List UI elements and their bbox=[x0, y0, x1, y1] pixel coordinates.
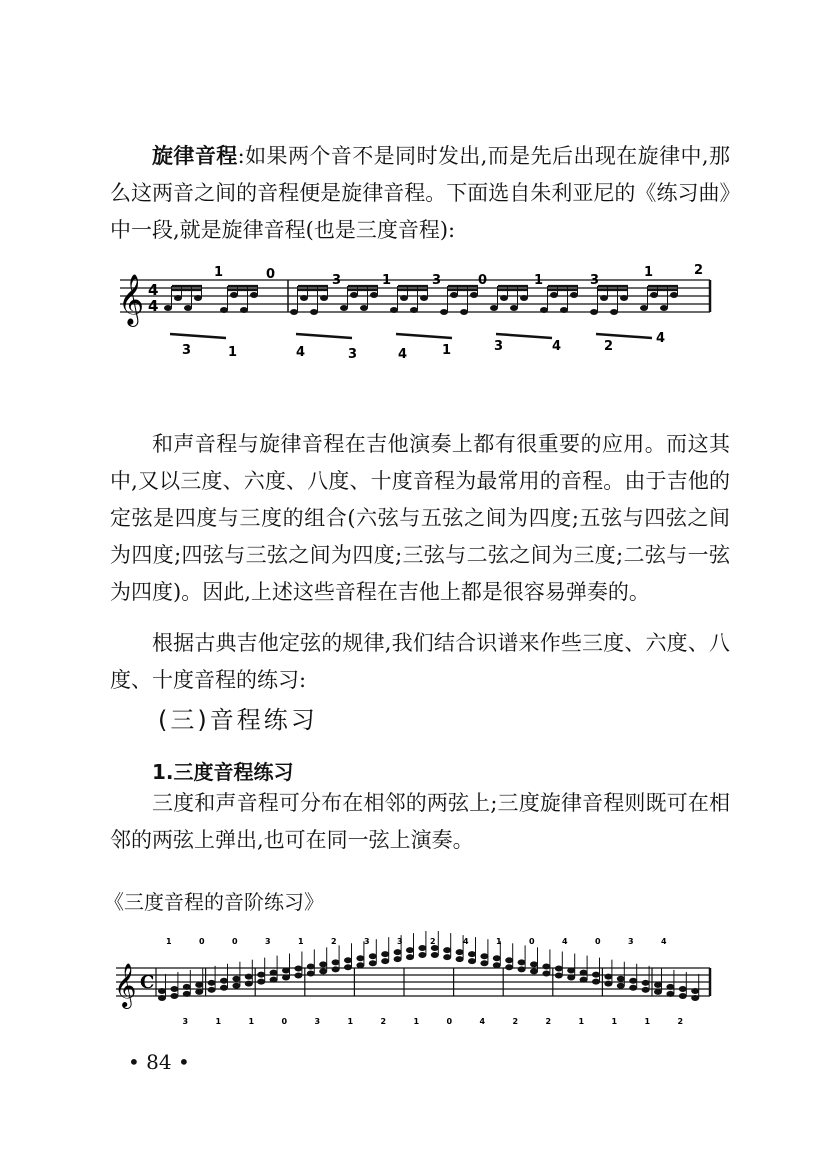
third-pair bbox=[344, 943, 352, 970]
notehead bbox=[500, 295, 508, 301]
notehead bbox=[208, 987, 216, 993]
third-pair bbox=[170, 972, 178, 999]
third-pair bbox=[270, 956, 278, 983]
note-group bbox=[440, 286, 478, 315]
notehead bbox=[617, 983, 625, 989]
notehead bbox=[381, 958, 389, 964]
notehead bbox=[642, 987, 650, 993]
notehead bbox=[617, 976, 625, 982]
fingering: 3 bbox=[364, 937, 370, 946]
third-pair bbox=[602, 960, 612, 996]
fingering: 3 bbox=[265, 937, 271, 946]
third-pair bbox=[369, 939, 377, 966]
fingering: 4 bbox=[479, 1017, 486, 1026]
lower-fingering: 2 bbox=[604, 339, 614, 354]
notehead bbox=[542, 970, 550, 976]
notehead bbox=[660, 305, 668, 311]
third-pair bbox=[691, 974, 699, 1001]
notehead bbox=[158, 988, 166, 994]
notehead bbox=[629, 978, 637, 984]
fingering: 0 bbox=[199, 937, 205, 946]
notehead bbox=[460, 309, 468, 315]
notehead bbox=[642, 980, 650, 986]
notehead bbox=[257, 979, 265, 985]
notehead bbox=[518, 959, 526, 965]
third-pair bbox=[404, 933, 414, 996]
notehead bbox=[580, 977, 588, 983]
notehead bbox=[456, 949, 464, 955]
notehead bbox=[195, 989, 203, 995]
melodic-interval-paragraph bbox=[110, 138, 730, 249]
fingering: 2 bbox=[512, 1017, 519, 1026]
notehead bbox=[350, 292, 358, 298]
notehead bbox=[691, 995, 699, 1001]
notehead bbox=[480, 953, 488, 959]
lower-fingering: 3 bbox=[182, 343, 192, 358]
third-pair bbox=[518, 945, 526, 972]
notehead bbox=[510, 305, 518, 311]
notehead bbox=[530, 968, 538, 974]
fingering: 3 bbox=[314, 1017, 321, 1026]
notehead bbox=[282, 968, 290, 974]
notehead bbox=[592, 972, 600, 978]
upper-fingering: 0 bbox=[478, 273, 488, 288]
notehead bbox=[629, 985, 637, 991]
notehead bbox=[381, 951, 389, 957]
fingering: 1 bbox=[644, 1017, 651, 1026]
notehead bbox=[440, 309, 448, 315]
fingering: 2 bbox=[380, 1017, 387, 1026]
notehead bbox=[654, 982, 662, 988]
third-pair bbox=[282, 954, 290, 981]
fingering: 4 bbox=[562, 937, 568, 946]
lower-fingering: 3 bbox=[494, 339, 504, 354]
notehead bbox=[184, 305, 192, 311]
fingering: 1 bbox=[578, 1017, 585, 1026]
fingering: 1 bbox=[248, 1017, 255, 1026]
notehead bbox=[505, 957, 513, 963]
notehead bbox=[170, 986, 178, 992]
common-time: C bbox=[140, 972, 155, 993]
third-pair bbox=[567, 954, 575, 981]
third-interval-paragraph: 三度和声音程可分布在相邻的两弦上;三度旋律音程则既可在相邻的两弦上弹出,也可在同一弦上演奏。 bbox=[110, 791, 730, 852]
lower-fingering: 4 bbox=[656, 331, 666, 346]
notehead bbox=[418, 952, 426, 958]
fingering: 4 bbox=[661, 937, 667, 946]
third-pair bbox=[381, 937, 389, 964]
notehead bbox=[195, 982, 203, 988]
third-pair bbox=[592, 958, 600, 985]
notehead bbox=[505, 964, 513, 970]
note-group bbox=[540, 286, 578, 313]
notehead bbox=[220, 978, 228, 984]
notehead bbox=[356, 955, 364, 961]
notehead bbox=[290, 309, 298, 315]
lower-fingering: 1 bbox=[442, 343, 452, 358]
third-pair bbox=[206, 966, 216, 996]
fingering: 2 bbox=[430, 937, 436, 946]
notehead bbox=[370, 292, 378, 298]
notehead bbox=[250, 292, 258, 298]
third-pair bbox=[332, 945, 340, 972]
notehead bbox=[520, 295, 528, 301]
notehead bbox=[456, 956, 464, 962]
notehead bbox=[470, 292, 478, 298]
notehead bbox=[208, 980, 216, 986]
fingering: 0 bbox=[595, 937, 601, 946]
third-pair bbox=[666, 970, 674, 997]
fingering: 2 bbox=[545, 1017, 552, 1026]
fingering: 1 bbox=[347, 1017, 354, 1026]
notehead bbox=[164, 305, 172, 311]
notehead bbox=[493, 962, 501, 968]
page-number: • 84 • bbox=[128, 1050, 190, 1074]
third-pair bbox=[468, 937, 476, 964]
third-pair bbox=[480, 939, 488, 966]
third-pair bbox=[580, 956, 588, 983]
notehead bbox=[220, 985, 228, 991]
notehead bbox=[369, 960, 377, 966]
fingering: 1 bbox=[496, 937, 502, 946]
note-group bbox=[220, 286, 258, 313]
third-pair bbox=[542, 949, 550, 976]
note-group bbox=[640, 286, 678, 311]
subsection-heading: 1.三度音程练习 bbox=[152, 760, 294, 784]
notehead bbox=[307, 963, 315, 969]
notehead bbox=[592, 979, 600, 985]
notehead bbox=[319, 961, 327, 967]
upper-fingering: 1 bbox=[382, 273, 392, 288]
notehead bbox=[450, 292, 458, 298]
notehead bbox=[245, 974, 253, 980]
notehead bbox=[610, 309, 618, 315]
notehead bbox=[620, 295, 628, 301]
fingering: 0 bbox=[232, 937, 238, 946]
third-pair bbox=[443, 933, 451, 960]
lower-fingering: 4 bbox=[552, 339, 562, 354]
notehead bbox=[542, 963, 550, 969]
notehead bbox=[332, 966, 340, 972]
notehead bbox=[431, 952, 439, 958]
notehead bbox=[257, 972, 265, 978]
notehead bbox=[540, 307, 548, 313]
notehead bbox=[567, 968, 575, 974]
notehead bbox=[294, 972, 302, 978]
notehead bbox=[270, 977, 278, 983]
fingering: 0 bbox=[281, 1017, 288, 1026]
third-pair bbox=[418, 931, 426, 958]
third-pair bbox=[530, 947, 538, 974]
time-sig-top: 4 bbox=[148, 281, 159, 299]
notehead bbox=[183, 991, 191, 997]
usage-paragraph: 和声音程与旋律音程在吉他演奏上都有很重要的应用。而这其中,又以三度、六度、八度、十度音程为最常用的音程。由于吉他的定弦是四度与三度的组合(六弦与五弦之间为四度;五弦与四弦之间为四度;四弦与三弦之间为四度;三弦与二弦之间为三度;二弦与一弦为四度)。因此,上述这些音程在吉他上都是很容易弹奏的。 bbox=[110, 432, 730, 604]
notehead bbox=[480, 960, 488, 966]
fingering: 2 bbox=[677, 1017, 684, 1026]
notehead bbox=[220, 307, 228, 313]
notehead bbox=[604, 981, 612, 987]
notehead bbox=[604, 974, 612, 980]
upper-fingering: 2 bbox=[694, 263, 704, 278]
slur-bar bbox=[496, 334, 552, 338]
notehead bbox=[174, 295, 182, 301]
notehead bbox=[300, 295, 308, 301]
upper-fingering: 3 bbox=[332, 273, 342, 288]
fingering: 1 bbox=[413, 1017, 420, 1026]
notehead bbox=[194, 295, 202, 301]
fingering: 3 bbox=[397, 937, 403, 946]
third-pair bbox=[319, 947, 327, 974]
melodic-interval-term: 旋律音程 bbox=[152, 144, 238, 168]
notehead bbox=[183, 984, 191, 990]
third-pair bbox=[354, 941, 364, 996]
notehead bbox=[270, 970, 278, 976]
notehead bbox=[590, 309, 598, 315]
time-sig-bottom: 4 bbox=[148, 297, 159, 315]
notehead bbox=[406, 947, 414, 953]
upper-fingering: 0 bbox=[266, 267, 276, 282]
slur-bar bbox=[596, 334, 652, 338]
notehead bbox=[420, 295, 428, 301]
notehead bbox=[691, 988, 699, 994]
fingering: 1 bbox=[215, 1017, 222, 1026]
section-heading: (三)音程练习 bbox=[158, 706, 318, 734]
notehead bbox=[232, 983, 240, 989]
notehead bbox=[307, 970, 315, 976]
notehead bbox=[555, 972, 563, 978]
notehead bbox=[679, 986, 687, 992]
third-pair bbox=[195, 968, 203, 995]
notehead bbox=[394, 949, 402, 955]
notehead bbox=[344, 957, 352, 963]
fingering: 2 bbox=[331, 937, 337, 946]
lower-fingering: 4 bbox=[398, 347, 408, 362]
upper-fingering: 1 bbox=[534, 273, 544, 288]
notehead bbox=[550, 292, 558, 298]
fingering: 3 bbox=[182, 1017, 189, 1026]
notehead bbox=[679, 993, 687, 999]
notehead bbox=[468, 951, 476, 957]
lower-fingering: 4 bbox=[296, 345, 306, 360]
third-pair bbox=[245, 960, 253, 987]
fingering: 1 bbox=[166, 937, 172, 946]
slur-bar bbox=[396, 334, 452, 338]
upper-fingering: 3 bbox=[590, 273, 600, 288]
notehead bbox=[650, 292, 658, 298]
fingering: 0 bbox=[529, 937, 535, 946]
notehead bbox=[654, 989, 662, 995]
lower-fingering: 3 bbox=[348, 347, 358, 362]
notehead bbox=[666, 991, 674, 997]
notehead bbox=[394, 956, 402, 962]
notehead bbox=[320, 295, 328, 301]
notehead bbox=[600, 295, 608, 301]
notehead bbox=[310, 309, 318, 315]
practice-paragraph: 根据古典吉他定弦的规律,我们结合识谱来作些三度、六度、八度、十度音程的练习: bbox=[110, 631, 730, 692]
notehead bbox=[245, 981, 253, 987]
notehead bbox=[319, 968, 327, 974]
note-group bbox=[340, 286, 378, 311]
treble-clef: 𝄞 bbox=[114, 963, 137, 1007]
notehead bbox=[369, 953, 377, 959]
example-title: 《三度音程的音阶练习》 bbox=[104, 890, 324, 914]
notehead bbox=[666, 984, 674, 990]
third-pair bbox=[642, 966, 650, 993]
notehead bbox=[332, 959, 340, 965]
notehead bbox=[670, 292, 678, 298]
notehead bbox=[282, 975, 290, 981]
notehead bbox=[360, 305, 368, 311]
notehead bbox=[230, 292, 238, 298]
notehead bbox=[555, 965, 563, 971]
notehead bbox=[170, 993, 178, 999]
fingering: 4 bbox=[463, 937, 469, 946]
fingering: 3 bbox=[628, 937, 634, 946]
notehead bbox=[158, 995, 166, 1001]
melodic-interval-text: :如果两个音不是同时发出,而是先后出现在旋律中,那么这两音之间的音程便是旋律音程。下面选自朱利亚尼的《练习曲》中一段,就是旋律音程(也是三度音程): bbox=[110, 144, 730, 242]
third-pair bbox=[503, 943, 513, 996]
lower-fingering: 1 bbox=[228, 345, 238, 360]
notehead bbox=[570, 292, 578, 298]
third-scale-score bbox=[110, 928, 720, 1038]
third-pair bbox=[679, 972, 687, 999]
notehead bbox=[493, 955, 501, 961]
upper-fingering: 1 bbox=[214, 265, 224, 280]
notehead bbox=[518, 966, 526, 972]
notehead bbox=[443, 954, 451, 960]
notehead bbox=[640, 305, 648, 311]
fingering: 0 bbox=[446, 1017, 453, 1026]
upper-fingering: 1 bbox=[644, 265, 654, 280]
notehead bbox=[443, 947, 451, 953]
notehead bbox=[490, 305, 498, 311]
notehead bbox=[344, 964, 352, 970]
notehead bbox=[580, 970, 588, 976]
notehead bbox=[468, 958, 476, 964]
notehead bbox=[406, 954, 414, 960]
notehead bbox=[418, 945, 426, 951]
notehead bbox=[390, 307, 398, 313]
notehead bbox=[294, 965, 302, 971]
notehead bbox=[356, 962, 364, 968]
third-pair bbox=[294, 951, 302, 978]
giuliani-etude-score bbox=[110, 258, 720, 373]
slur-bar bbox=[170, 334, 226, 338]
notehead bbox=[340, 305, 348, 311]
notehead bbox=[232, 976, 240, 982]
upper-fingering: 3 bbox=[432, 273, 442, 288]
notehead bbox=[560, 307, 568, 313]
slur-bar bbox=[296, 334, 352, 338]
third-pair bbox=[183, 970, 191, 997]
notehead bbox=[567, 975, 575, 981]
treble-clef: 𝄞 bbox=[118, 274, 145, 325]
notehead bbox=[400, 295, 408, 301]
notehead bbox=[410, 307, 418, 313]
notehead bbox=[530, 961, 538, 967]
third-pair bbox=[255, 958, 265, 996]
notehead bbox=[240, 307, 248, 313]
fingering: 1 bbox=[611, 1017, 618, 1026]
fingering: 1 bbox=[298, 937, 304, 946]
